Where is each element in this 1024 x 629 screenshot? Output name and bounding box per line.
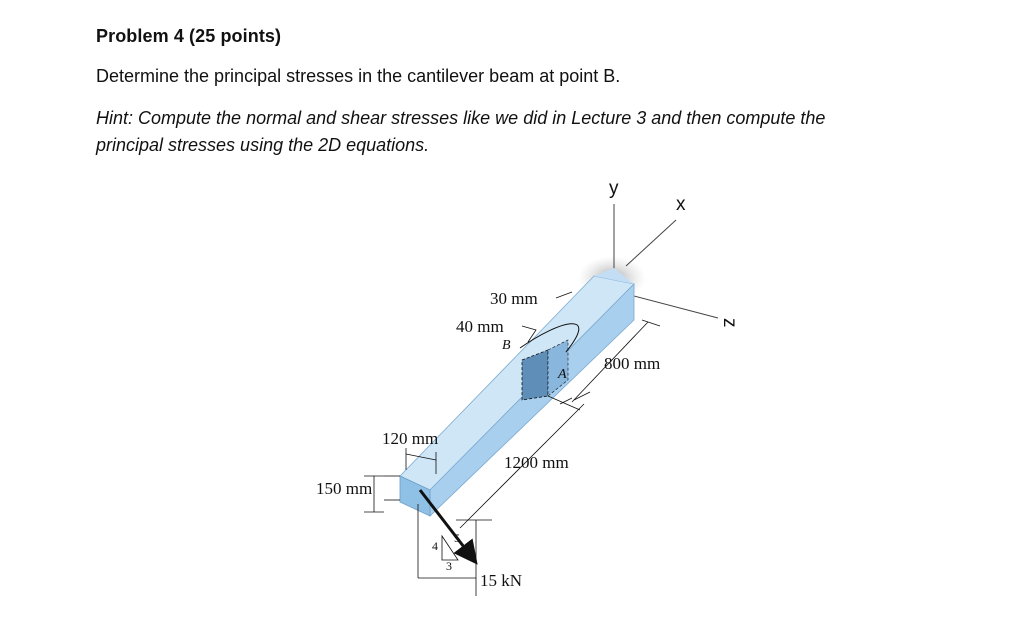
dim-30-mm: 30 mm — [490, 289, 538, 308]
dim-1200-mm: 1200 mm — [504, 453, 569, 472]
load-15-kn: 15 kN — [480, 571, 523, 590]
axis-x-label: x — [676, 194, 686, 215]
axis-z-label: z — [719, 318, 740, 328]
slope-5: 5 — [454, 531, 460, 545]
point-a-label: A — [558, 367, 567, 382]
problem-title: Problem 4 (25 points) — [96, 26, 282, 46]
dim-800-mm: 800 mm — [604, 354, 661, 373]
slope-3: 3 — [446, 559, 452, 573]
dim-120-mm: 120 mm — [382, 429, 439, 448]
slope-4: 4 — [432, 539, 438, 553]
axis-y-label: y — [609, 178, 619, 199]
hint-line-2: principal stresses using the 2D equations. — [96, 135, 430, 155]
point-b-label: B — [502, 338, 511, 353]
hint-line-1: Hint: Compute the normal and shear stresses like we did in Lecture 3 and then compute the — [96, 108, 826, 128]
problem-statement: Determine the principal stresses in the cantilever beam at point B. — [96, 66, 621, 86]
dim-40-mm: 40 mm — [456, 317, 504, 336]
dim-150-mm: 150 mm — [316, 479, 373, 498]
